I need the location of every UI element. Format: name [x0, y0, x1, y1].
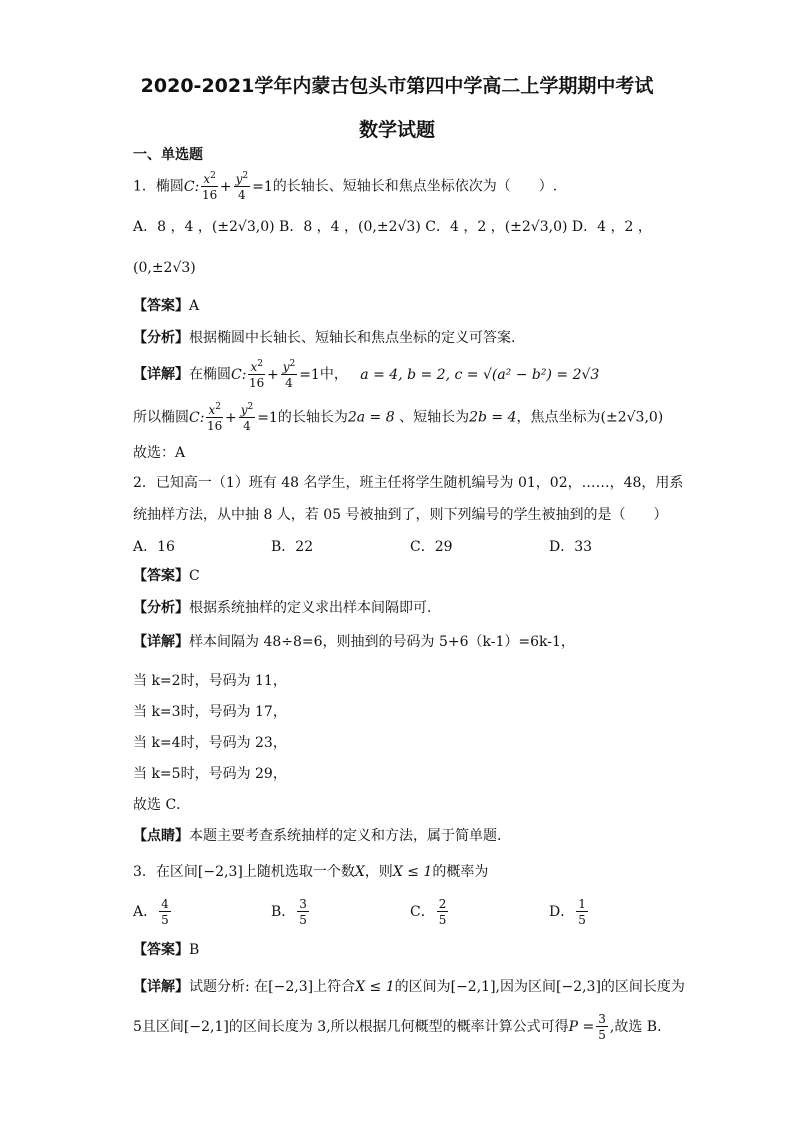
q3-option-d	[549, 898, 590, 926]
q3-option-a	[133, 898, 173, 926]
q1-detail-mid: 中，	[319, 366, 348, 383]
q3-detail-d: X ≤ 1	[355, 979, 395, 995]
document-subtitle: 数学试题	[358, 119, 435, 141]
q1-option-b-value: (0,±2√3)	[358, 219, 421, 235]
q2-answer-value: C	[189, 568, 200, 584]
q3-detail-h: [−2,3]	[555, 979, 601, 995]
answer-tag: 【答案】	[133, 568, 189, 584]
q2-case: 当 k=5时，号码为 29，	[133, 766, 287, 782]
q1-option-b: B．8 ，4 ，	[279, 219, 359, 235]
answer-tag: 【答案】	[133, 942, 189, 958]
q3-option-a-num: 4	[161, 897, 169, 911]
q3-detail-i: 的区间长度为	[600, 979, 685, 995]
q1-options	[133, 217, 652, 237]
q3-detail-e: 的区间为	[394, 979, 451, 995]
q3-variable: X	[354, 864, 365, 880]
q2-option-b: B．22	[271, 539, 314, 555]
q3-option-c-num: 2	[438, 897, 447, 911]
q1-line2-pre: 所以椭圆	[133, 409, 189, 426]
q3-stem-mid: 上随机选取一个数	[242, 864, 355, 880]
q3-detail2-d: ,故选 B.	[609, 1019, 662, 1035]
q3-option-b-label: B．	[271, 904, 296, 920]
q2-conclusion: 故选 C．	[133, 797, 191, 813]
q1-analysis	[133, 328, 515, 348]
q2-comment	[133, 826, 511, 846]
q2-answer	[133, 566, 200, 586]
q2-option-d: D．33	[549, 539, 593, 555]
detail-tag: 【详解】	[133, 634, 189, 650]
q3-detail2-c: 的区间长度为 3,所以根据几何概型的概率计算公式可得	[228, 1019, 569, 1035]
q1-option-a-value: (±2√3,0)	[211, 219, 275, 235]
q1-analysis-text: 根据椭圆中长轴长、短轴长和焦点坐标的定义可答案.	[189, 330, 516, 346]
analysis-tag: 【分析】	[133, 330, 189, 346]
q3-option-b-num: 3	[299, 897, 307, 911]
q1-detail-values: a = 4, b = 2, c = √(a² − b²) = 2√3	[360, 366, 600, 383]
q3-option-d-num: 1	[578, 897, 586, 911]
q3-option-c-label: C．	[410, 904, 435, 920]
detail-tag: 【详解】	[133, 979, 189, 995]
q3-option-b	[271, 898, 311, 926]
analysis-tag: 【分析】	[133, 600, 189, 616]
q3-option-d-label: D．	[549, 904, 575, 920]
q1-detail	[133, 360, 599, 389]
section-heading: 一、单选题	[133, 147, 203, 163]
ellipse-equation-2: C: $\frac{x^2}{16}$ + $\frac{y^2}{4}$ =1	[231, 359, 320, 390]
q1-stem	[133, 172, 557, 201]
q3-stem-mid2: ，则	[364, 864, 393, 880]
q3-detail-b: [−2,3]	[268, 979, 314, 995]
q2-detail-text: 样本间隔为 48÷8=6，则抽到的号码为 5+6（k-1）=6k-1，	[189, 634, 575, 650]
ellipse-equation: C: $\frac{x^2}{16}$ + $\frac{y^2}{4}$ =1	[183, 171, 273, 202]
q2-analysis	[133, 598, 431, 618]
q1-option-c-value: (±2√3,0)	[504, 219, 568, 235]
q1-option-c: C．4 ，2 ，	[425, 219, 505, 235]
q1-option-d-value: (0,±2√3)	[133, 260, 196, 276]
q3-detail2-a: 5且区间	[133, 1019, 184, 1035]
q2-case: 当 k=3时，号码为 17，	[133, 704, 287, 720]
q3-stem-pre: 3．在区间	[133, 864, 198, 880]
q1-answer-value: A	[189, 298, 200, 314]
q3-option-c-den: 5	[438, 913, 447, 927]
q1-answer	[133, 296, 199, 316]
q1-stem-pre: 1．椭圆	[133, 178, 184, 195]
q1-conclusion: 故选：A	[133, 445, 186, 461]
q2-option-c: C．29	[410, 539, 453, 555]
q2-detail	[133, 632, 575, 652]
q1-major-axis: 2a = 8	[347, 409, 395, 426]
q1-minor-axis: 2b = 4	[469, 409, 517, 426]
q3-detail-line2	[133, 1013, 662, 1041]
q3-answer-value: B	[189, 942, 200, 958]
answer-tag: 【答案】	[133, 298, 189, 314]
q3-option-a-label: A．	[133, 904, 158, 920]
q2-case: 当 k=4时，号码为 23，	[133, 735, 287, 751]
q2-stem-line2: 统抽样方法，从中抽 8 人，若 05 号被抽到了，则下列编号的学生被抽到的是（ ）	[133, 507, 668, 523]
ellipse-equation-3: C: $\frac{x^2}{16}$ + $\frac{y^2}{4}$ =1	[189, 402, 278, 433]
q3-detail-line1	[133, 977, 685, 997]
q1-stem-post: 的长轴长、短轴长和焦点坐标依次为（ ）.	[272, 178, 558, 195]
q2-comment-text: 本题主要考查系统抽样的定义和方法，属于简单题．	[189, 828, 511, 844]
q1-detail-pre: 在椭圆	[189, 366, 231, 383]
q2-analysis-text: 根据系统抽样的定义求出样本间隔即可.	[189, 600, 432, 616]
q3-condition: X ≤ 1	[392, 864, 433, 880]
q1-line2-mid2: 、短轴长为	[399, 409, 470, 426]
q3-interval: [−2,3]	[197, 864, 243, 880]
q1-line2-mid3: ，焦点坐标为	[516, 409, 601, 426]
q3-answer	[133, 940, 199, 960]
q3-option-c	[410, 898, 450, 926]
q3-option-d-den: 5	[578, 913, 586, 927]
q3-option-b-den: 5	[299, 913, 307, 927]
q1-focus: (±2√3,0)	[600, 409, 664, 426]
q3-stem	[133, 862, 488, 882]
q3-detail-c: 上符合	[313, 979, 356, 995]
q3-option-a-den: 5	[161, 913, 169, 927]
q1-detail-line2	[133, 403, 663, 432]
q3-detail2-b: [−2,1]	[183, 1019, 229, 1035]
q3-detail2-p: P =	[568, 1019, 595, 1035]
detail-tag: 【详解】	[133, 366, 189, 383]
comment-tag: 【点睛】	[133, 828, 189, 844]
q3-detail-f: [−2,1]	[450, 979, 496, 995]
q3-detail-a: 试题分析: 在	[189, 979, 269, 995]
q1-option-a: A．8 ，4 ，	[133, 219, 212, 235]
q3-stem-post: 的概率为	[432, 864, 489, 880]
q1-line2-mid: 的长轴长为	[277, 409, 348, 426]
q2-case: 当 k=2时，号码为 11，	[133, 673, 287, 689]
q2-stem-line1: 2．已知高一（1）班有 48 名学生，班主任将学生随机编号为 01，02，……，48，用系	[133, 475, 684, 491]
document-title: 2020-2021学年内蒙古包头市第四中学高二上学期期中考试	[140, 75, 654, 97]
q2-option-a: A．16	[133, 539, 175, 555]
q3-detail2-den: 5	[598, 1028, 606, 1042]
q1-option-d: D．4 ，2 ，	[571, 219, 652, 235]
q3-detail-g: ,因为区间	[495, 979, 556, 995]
q3-detail2-num: 3	[598, 1012, 606, 1026]
